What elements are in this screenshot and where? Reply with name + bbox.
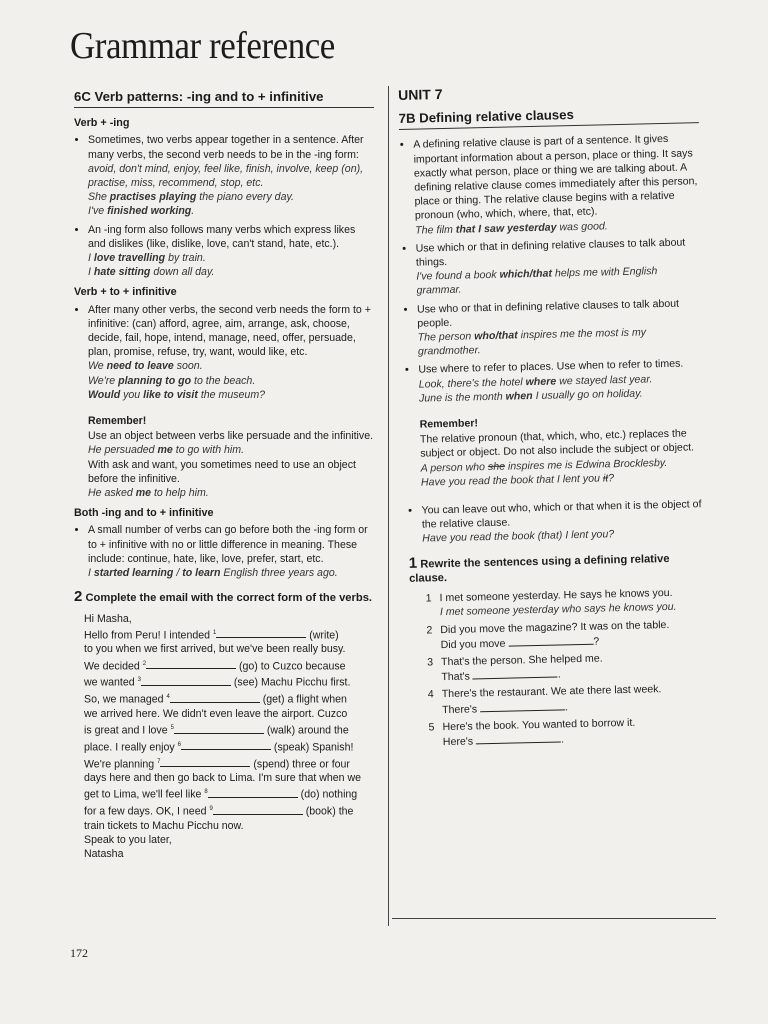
item-answer-line: Here's . (442, 733, 565, 749)
example: We're planning to go to the beach. (88, 374, 256, 387)
exercise-number: 1 (408, 554, 418, 572)
gap-number: 8 (204, 789, 208, 796)
heading-verb-ing: Verb + -ing (74, 117, 130, 130)
item-answer-line: That's . (441, 668, 561, 684)
right-column (398, 81, 713, 753)
example: He persuaded me to go with him. (88, 444, 245, 457)
answer-blank[interactable] (473, 667, 558, 680)
email-line: We decided $^2$ (go) to Cuzco because (84, 660, 346, 673)
bullet-text: A small number of verbs can go before both the -ing form or to + infinitive with no or little difference in meaning. These include: continue, hate, like, love, prefer, start, etc. (88, 524, 368, 565)
exercise-item (422, 617, 711, 653)
column-divider (388, 86, 389, 926)
answer-blank[interactable] (181, 739, 271, 750)
leave-out-list (407, 497, 708, 546)
exercise-item (421, 585, 710, 620)
gap-number: 4 (166, 694, 170, 701)
item-number: 1 (425, 592, 432, 605)
example: I hate sitting down all day. (88, 266, 215, 279)
remember-box (419, 411, 707, 489)
email-line: place. I really enjoy $^6$ (speak) Spanish! (84, 741, 354, 754)
example: A person who she inspires me is Edwina Brocklesby. (420, 456, 668, 475)
remember-heading: Remember! (419, 417, 479, 431)
left-column (74, 90, 374, 862)
email-body (84, 626, 374, 833)
answer-blank[interactable] (508, 633, 593, 646)
gap-number: 9 (209, 806, 213, 813)
gap-number: 5 (170, 725, 174, 732)
email-line: we wanted $^3$ (see) Machu Picchu first. (84, 676, 351, 689)
gap-number: 7 (157, 758, 161, 765)
verb-list: avoid, don't mind, enjoy, feel like, finish, involve, keep (on), practise, miss, recommend, stop, etc. (88, 162, 364, 190)
email-text (84, 612, 374, 862)
answer-blank[interactable] (208, 787, 298, 798)
example: He asked me to help him. (88, 487, 209, 500)
item-number: 4 (427, 688, 434, 701)
both-list (74, 523, 374, 580)
exercise-item (424, 681, 713, 717)
answer-blank[interactable] (174, 723, 264, 734)
bullet-text: Use who or that in defining relative clauses to talk about people. (416, 297, 680, 330)
item-sentence: Here's the book. You wanted to borrow it. (442, 716, 636, 733)
email-line: So, we managed $^4$ (get) a flight when (84, 693, 347, 706)
example: Have you read the book that I lent you it? (420, 472, 615, 489)
example: I started learning / to learn English three years ago. (88, 567, 338, 580)
list-item (88, 523, 374, 580)
exercise-2-heading (74, 590, 374, 605)
bullet-text: Use which or that in defining relative clauses to talk about things. (415, 236, 686, 269)
page-title: Grammar reference (70, 25, 335, 67)
gap-number: 3 (137, 677, 141, 684)
bullet-text: Sometimes, two verbs appear together in a sentence. After many verbs, the second verb needs to be in the -ing form: (88, 134, 364, 161)
item-sentence: I met someone yesterday. He says he knows you. (439, 586, 673, 605)
email-line: Hello from Peru! I intended $^1$ (write) (84, 629, 339, 642)
verb-to-inf-list (74, 303, 374, 402)
exercise-item (424, 714, 713, 750)
list-item (88, 303, 374, 402)
example: We need to leave soon. (88, 360, 203, 373)
answer-blank[interactable] (146, 658, 236, 669)
gap-number: 1 (212, 629, 217, 636)
answer-blank[interactable] (141, 675, 231, 686)
item-number: 3 (426, 656, 434, 669)
gap-number: 2 (142, 660, 147, 667)
bullet-text: Use where to refer to places. Use when to refer to times. (418, 358, 684, 377)
answer-blank[interactable] (216, 627, 306, 638)
item-number: 5 (428, 721, 435, 734)
list-item (418, 357, 705, 406)
item-sentence: That's the person. She helped me. (440, 652, 603, 669)
answer-blank[interactable] (160, 756, 250, 767)
email-line: train tickets to Machu Picchu now. (84, 819, 244, 832)
section-title-6c: 6C Verb patterns: -ing and to + infinitive (74, 90, 374, 108)
item-answer-line: There's . (441, 700, 569, 716)
example: I've found a book which/that helps me with English grammar. (416, 265, 658, 298)
email-signoff: Speak to you later, (84, 834, 172, 847)
item-example-answer: I met someone yesterday who says he knows you. (439, 601, 677, 619)
list-item (417, 296, 704, 359)
list-item (88, 223, 374, 280)
example: The person who/that inspires me the most is my grandmother. (417, 326, 647, 358)
email-line: we arrived here. We didn't even leave the airport. Cuzco (84, 707, 348, 720)
example: I love travelling by train. (88, 252, 206, 265)
email-greeting: Hi Masha, (84, 612, 132, 625)
remember-heading: Remember! (88, 415, 147, 428)
exercise-instruction: Complete the email with the correct form of the verbs. (85, 592, 373, 605)
answer-blank[interactable] (213, 804, 303, 815)
gap-number: 6 (177, 741, 181, 748)
example: June is the month when I usually go on holiday. (418, 387, 643, 405)
email-line: is great and I love $^5$ (walk) around the (84, 724, 349, 737)
answer-blank[interactable] (480, 699, 565, 712)
email-line: to you when we first arrived, but we've been really busy. (84, 643, 346, 656)
remember-text: With ask and want, you sometimes need to use an object before the infinitive. (88, 458, 356, 485)
verb-ing-list (74, 133, 374, 279)
list-item (413, 132, 701, 238)
email-line: We're planning $^7$ (spend) three or four (84, 758, 350, 771)
section-title-7b: 7B Defining relative clauses (399, 105, 699, 130)
remember-box (88, 414, 374, 500)
list-item (421, 497, 708, 546)
remember-text: Use an object between verbs like persuade and the infinitive. (88, 430, 374, 443)
answer-blank[interactable] (170, 692, 260, 703)
heading-verb-to-infinitive: Verb + to + infinitive (74, 286, 177, 299)
example: Would you like to visit the museum? (88, 388, 266, 401)
unit-heading: UNIT 7 (397, 85, 443, 103)
list-item (415, 235, 702, 298)
remember-text: The relative pronoun (that, which, who, etc.) replaces the subject or object. Do not also include the subject or object. (419, 427, 695, 461)
exercise-number: 2 (74, 588, 83, 606)
example: The film that I saw yesterday was good. (415, 219, 608, 237)
bullet-text: After many other verbs, the second verb needs the form to + infinitive: (can) afford, agree, aim, arrange, ask, choose, decide, fail, hope, intend, manage, need, offer, persuade, plan, promise, refuse, try, want, would like, etc. (88, 303, 371, 359)
bullet-text: A defining relative clause is part of a sentence. It gives important information about a person, place or thing. It says exactly what person, place or thing we are talking about. A defining relative clause comes immediately after this person, place or thing. The relative clause begins with a relative pronoun (who, which, where, that, etc). (413, 133, 698, 223)
example: Look, there's the hotel where we stayed last year. (418, 372, 653, 391)
item-number: 2 (426, 623, 433, 636)
exercise-item (423, 649, 712, 685)
email-line: for a few days. OK, I need $^9$ (book) the (84, 805, 354, 818)
bullet-text: An -ing form also follows many verbs which express likes and dislikes (like, dislike, love, can't stand, hate, etc.). (88, 223, 356, 250)
item-answer-line: Did you move ? (440, 635, 600, 651)
example: I've finished working. (88, 205, 195, 218)
email-line: days here and then go back to Lima. I'm sure that when we (84, 772, 362, 785)
example: She practises playing the piano every day. (88, 191, 294, 204)
exercise-items (421, 585, 713, 750)
list-item (88, 133, 374, 218)
item-sentence: There's the restaurant. We ate there last week. (441, 683, 662, 701)
example: Have you read the book (that) I lent you? (422, 528, 615, 546)
exercise-instruction: Rewrite the sentences using a defining relative clause. (409, 552, 670, 585)
heading-both: Both -ing and to + infinitive (74, 507, 214, 520)
item-sentence: Did you move the magazine? It was on the table. (440, 618, 670, 636)
email-signature: Natasha (84, 848, 124, 861)
exercise-1-heading (409, 550, 710, 586)
page-number: 172 (70, 946, 88, 960)
answer-blank[interactable] (476, 731, 561, 744)
email-line: get to Lima, we'll feel like $^8$ (do) nothing (84, 788, 358, 801)
relative-clauses-list (399, 132, 705, 406)
bottom-rule (392, 918, 716, 919)
bullet-text: You can leave out who, which or that when it is the object of the relative clause. (421, 498, 702, 531)
